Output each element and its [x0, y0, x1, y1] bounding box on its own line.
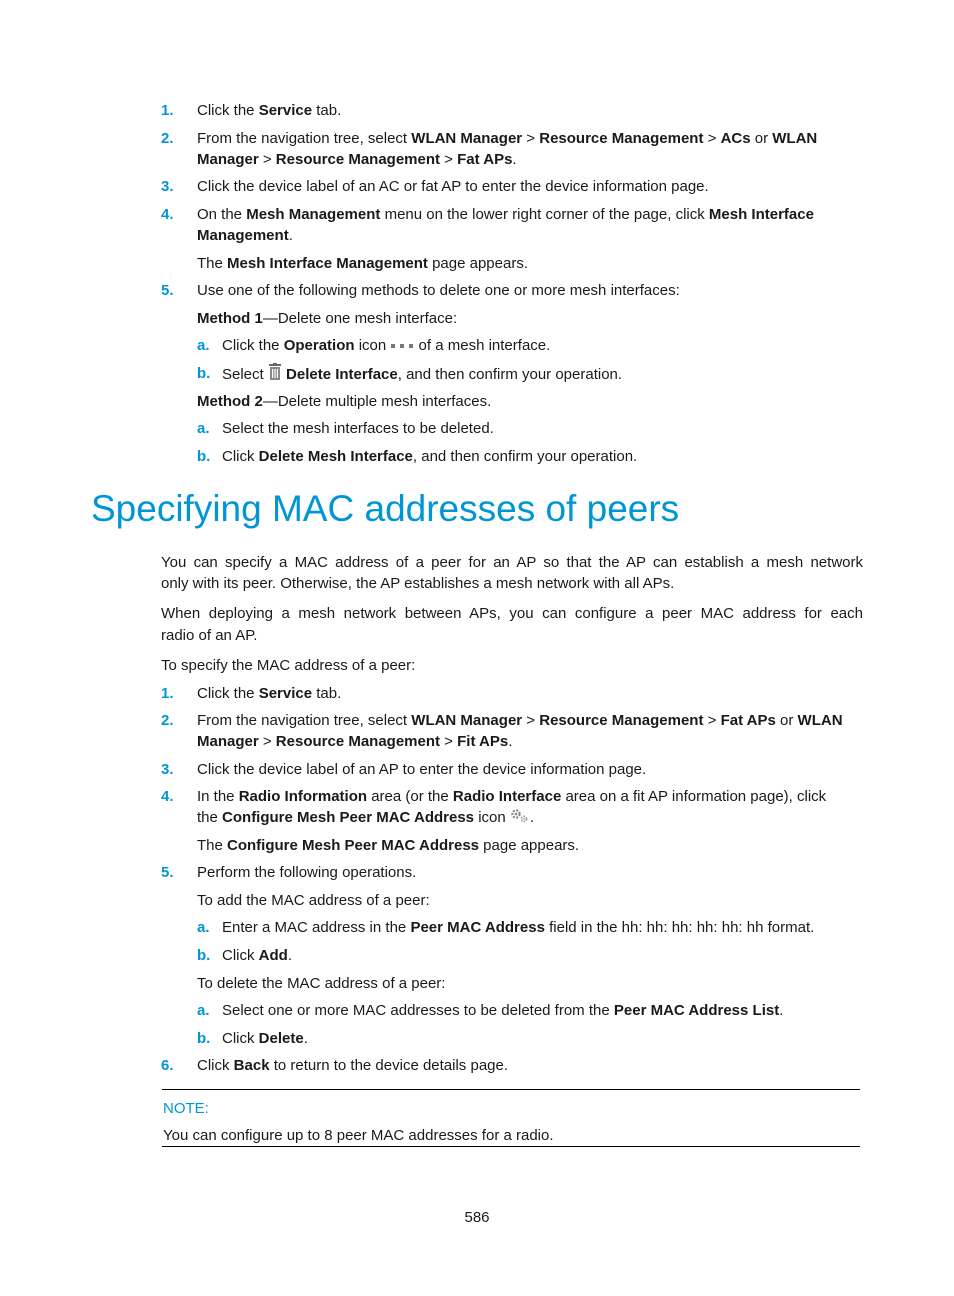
- step-number: 3.: [161, 761, 174, 778]
- method-1-step-a: Click the Operation icon of a mesh interface.: [222, 335, 550, 357]
- step-4-text: In the Radio Information area (or the Radio Interface area on a fit AP information page), click: [197, 788, 827, 805]
- step-4-text-cont: Management.: [197, 227, 293, 244]
- step-number: 4.: [161, 788, 174, 805]
- intro-paragraph-1: You can specify a MAC address of a peer for an AP so that the AP can establish a mesh network: [161, 554, 863, 571]
- step-2-text-cont: Manager > Resource Management > Fit APs.: [197, 733, 513, 750]
- delete-step-b: Click Delete.: [222, 1030, 308, 1047]
- step-number: 1.: [161, 685, 174, 702]
- procedure-intro: To specify the MAC address of a peer:: [161, 657, 416, 674]
- step-4-result: The Configure Mesh Peer MAC Address page appears.: [197, 837, 580, 854]
- method-2-step-a: Select the mesh interfaces to be deleted.: [222, 420, 494, 437]
- add-step-b: Click Add.: [222, 947, 293, 964]
- step-1-text: Click the Service tab.: [197, 102, 342, 119]
- trash-icon: [268, 363, 282, 387]
- method-1-step-b: Select Delete Interface, and then confirm your operation.: [222, 363, 622, 387]
- step-number: 5.: [161, 282, 174, 299]
- section-title: Specifying MAC addresses of peers: [91, 488, 680, 529]
- step-2-text: From the navigation tree, select WLAN Manager > Resource Management > Fat APs or WLAN: [197, 712, 843, 729]
- substep-letter: a.: [197, 420, 210, 437]
- substep-letter: a.: [197, 1002, 210, 1019]
- intro-paragraph-1-end: only with its peer. Otherwise, the AP establishes a mesh network with all APs.: [161, 575, 675, 592]
- step-number: 4.: [161, 206, 174, 223]
- add-intro: To add the MAC address of a peer:: [197, 892, 430, 909]
- step-number: 6.: [161, 1057, 174, 1074]
- step-5-text: Perform the following operations.: [197, 864, 417, 881]
- intro-paragraph-2-end: radio of an AP.: [161, 627, 258, 644]
- method-1-heading: Method 1—Delete one mesh interface:: [197, 310, 458, 327]
- step-1-text: Click the Service tab.: [197, 685, 342, 702]
- substep-letter: a.: [197, 919, 210, 936]
- step-3-text: Click the device label of an AP to enter the device information page.: [197, 761, 647, 778]
- step-3-text: Click the device label of an AC or fat AP to enter the device information page.: [197, 178, 709, 195]
- step-2-text: From the navigation tree, select WLAN Manager > Resource Management > ACs or WLAN: [197, 130, 818, 147]
- operation-ellipsis-icon: [390, 336, 414, 357]
- note-label: NOTE:: [163, 1100, 209, 1117]
- delete-intro: To delete the MAC address of a peer:: [197, 975, 446, 992]
- note-text: You can configure up to 8 peer MAC addresses for a radio.: [163, 1127, 554, 1144]
- step-2-text-cont: Manager > Resource Management > Fat APs.: [197, 151, 517, 168]
- note-top-rule: [162, 1089, 860, 1090]
- add-step-a: Enter a MAC address in the Peer MAC Address field in the hh: hh: hh: hh: hh: hh format.: [222, 919, 815, 936]
- step-5-text: Use one of the following methods to delete one or more mesh interfaces:: [197, 282, 680, 299]
- step-4-text: On the Mesh Management menu on the lower right corner of the page, click Mesh Interface: [197, 206, 814, 223]
- intro-paragraph-2: When deploying a mesh network between APs, you can configure a peer MAC address for each: [161, 605, 863, 622]
- gear-pair-icon: [510, 808, 530, 829]
- substep-letter: b.: [197, 448, 211, 465]
- delete-step-a: Select one or more MAC addresses to be deleted from the Peer MAC Address List.: [222, 1002, 784, 1019]
- method-2-step-b: Click Delete Mesh Interface, and then confirm your operation.: [222, 448, 638, 465]
- substep-letter: a.: [197, 337, 210, 354]
- method-2-heading: Method 2—Delete multiple mesh interfaces.: [197, 393, 492, 410]
- step-number: 1.: [161, 102, 174, 119]
- step-number: 2.: [161, 130, 174, 147]
- note-bottom-rule: [162, 1146, 860, 1147]
- substep-letter: b.: [197, 947, 211, 964]
- step-number: 5.: [161, 864, 174, 881]
- step-number: 3.: [161, 178, 174, 195]
- step-4-result: The Mesh Interface Management page appears.: [197, 255, 528, 272]
- step-number: 2.: [161, 712, 174, 729]
- substep-letter: b.: [197, 1030, 211, 1047]
- page-number: 586: [464, 1209, 490, 1226]
- step-4-text-cont: the Configure Mesh Peer MAC Address icon .: [197, 807, 534, 829]
- substep-letter: b.: [197, 365, 211, 382]
- step-6-text: Click Back to return to the device details page.: [197, 1057, 509, 1074]
